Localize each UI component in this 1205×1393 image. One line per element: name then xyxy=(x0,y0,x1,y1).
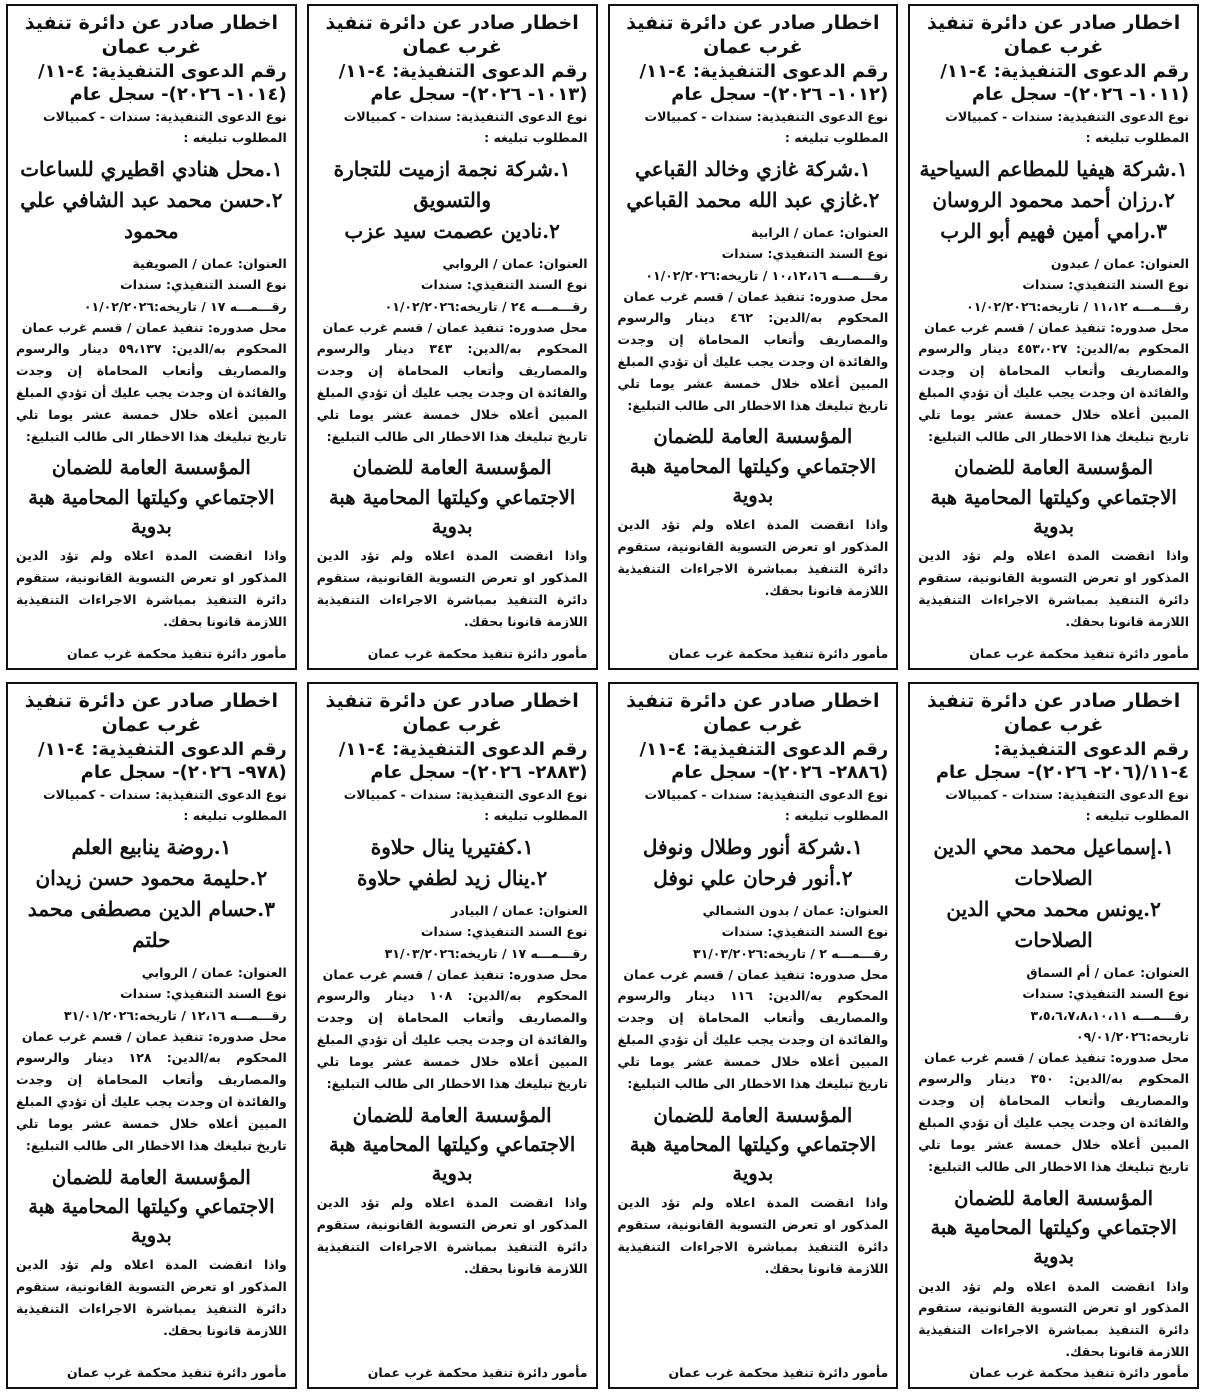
officer-signature: مأمور دائرة تنفيذ محكمة غرب عمان xyxy=(668,1365,889,1380)
issued-place: محل صدوره: تنفيذ عمان / قسم غرب عمان xyxy=(21,1028,287,1044)
bond-type: نوع السند التنفيذي: سندات xyxy=(721,246,889,262)
judgment-text: المحكوم به/الدين: ٥٩،١٣٧ دينار والرسوم والمصاريف وأتعاب المحاماة إن وجدت والفائدة ان وجدت يجب عليك أن تؤدي المبلغ المبين أعلاه خلال خمسة عشر يوما تلي تاريخ تبليغك هذا الاخطار الى طالب التبليغ: xyxy=(16,341,287,444)
address: العنوان: عمان / البيادر xyxy=(451,903,588,919)
parties-list xyxy=(918,832,1189,956)
bond-number-date: رقـــمـــه ١٧ / تاريخه:٠١/٠٢/٢٠٢٦ xyxy=(83,298,287,314)
notice-6 xyxy=(608,682,899,1389)
party-name: ١.شركة غازي وخالد القباعي xyxy=(635,157,871,182)
parties-list xyxy=(918,154,1189,247)
notify-label: المطلوب تبليغه : xyxy=(784,807,889,823)
parties-list xyxy=(317,154,588,247)
issued-place: محل صدوره: تنفيذ عمان / قسم غرب عمان xyxy=(322,966,588,982)
notify-label: المطلوب تبليغه : xyxy=(183,807,287,823)
notify-label: المطلوب تبليغه : xyxy=(1085,129,1189,145)
requesting-organization: المؤسسة العامة للضمان الاجتماعي وكيلتها المحامية هبة بدوية xyxy=(28,1165,275,1247)
officer-signature: مأمور دائرة تنفيذ محكمة غرب عمان xyxy=(367,1365,588,1380)
bond-type: نوع السند التنفيذي: سندات xyxy=(420,277,588,293)
party-name: ٢.حسن محمد عبد الشافي علي محمود xyxy=(20,188,283,244)
parties-list xyxy=(317,832,588,894)
closing-text: واذا انقضت المدة اعلاه ولم تؤد الدين المذكور او تعرض التسوية القانونية، ستقوم دائرة التنفيذ بمباشرة الاجراءات التنفيذية اللازمة قانونا بحقك. xyxy=(617,517,889,598)
address: العنوان: عمان / الروابي xyxy=(141,965,287,981)
bond-number-date: رقـــمـــه ٣،٥،٦،٧،٨،١٠،١١ تاريخه:٠٩/٠١/٢٠٢٦ xyxy=(1030,1007,1189,1044)
bond-number-date: رقـــمـــه ١٧ / تاريخه:٣١/٠٣/٢٠٢٦ xyxy=(384,945,588,961)
officer-signature: مأمور دائرة تنفيذ محكمة غرب عمان xyxy=(969,1365,1189,1380)
party-name: ٢.حليمة محمود حسن زيدان xyxy=(35,866,268,891)
case-type: نوع الدعوى التنفيذية: سندات - كمبيالات xyxy=(43,108,287,124)
notice-header: اخطار صادر عن دائرة تنفيذ غرب عمان xyxy=(325,690,579,736)
notice-header: اخطار صادر عن دائرة تنفيذ غرب عمان xyxy=(24,690,278,736)
notice-header: اخطار صادر عن دائرة تنفيذ غرب عمان xyxy=(626,690,880,736)
notify-label: المطلوب تبليغه : xyxy=(784,129,889,145)
party-name: ١.شركة نجمة ازميت للتجارة والتسويق xyxy=(333,157,571,213)
notice-header: اخطار صادر عن دائرة تنفيذ غرب عمان xyxy=(927,690,1181,736)
closing-text: واذا انقضت المدة اعلاه ولم تؤد الدين المذكور او تعرض التسوية القانونية، ستقوم دائرة التنفيذ بمباشرة الاجراءات التنفيذية اللازمة قانونا بحقك. xyxy=(316,548,588,629)
closing-text: واذا انقضت المدة اعلاه ولم تؤد الدين المذكور او تعرض التسوية القانونية، ستقوم دائرة التنفيذ بمباشرة الاجراءات التنفيذية اللازمة قانونا بحقك. xyxy=(16,548,287,629)
officer-signature: مأمور دائرة تنفيذ محكمة غرب عمان xyxy=(668,646,889,662)
case-number: رقم الدعوى التنفيذية: ٤-١١/(٢٠٦- ٢٠٢٦)- سجل عام xyxy=(935,738,1189,783)
notice-header: اخطار صادر عن دائرة تنفيذ غرب عمان xyxy=(24,12,278,58)
requesting-organization: المؤسسة العامة للضمان الاجتماعي وكيلتها المحامية هبة بدوية xyxy=(629,1103,877,1185)
notice-8 xyxy=(6,682,297,1389)
party-name: ١.محل هنادي اقطيري للساعات xyxy=(20,157,283,182)
closing-text: واذا انقضت المدة اعلاه ولم تؤد الدين المذكور او تعرض التسوية القانونية، ستقوم دائرة التنفيذ بمباشرة الاجراءات التنفيذية اللازمة قانونا بحقك. xyxy=(316,1195,588,1276)
bond-number-date: رقـــمـــه ١٠،١٢،١٦ / تاريخه:٠١/٠٢/٢٠٢٦ xyxy=(645,267,889,283)
officer-signature: مأمور دائرة تنفيذ محكمة غرب عمان xyxy=(66,646,287,662)
notice-1 xyxy=(908,4,1199,670)
case-type: نوع الدعوى التنفيذية: سندات - كمبيالات xyxy=(343,786,588,802)
case-type: نوع الدعوى التنفيذية: سندات - كمبيالات xyxy=(343,108,588,124)
case-type: نوع الدعوى التنفيذية: سندات - كمبيالات xyxy=(644,108,889,124)
parties-list xyxy=(618,154,889,216)
notice-header: اخطار صادر عن دائرة تنفيذ غرب عمان xyxy=(626,12,880,58)
party-name: ١.روضة ينابيع العلم xyxy=(71,835,232,860)
officer-signature: مأمور دائرة تنفيذ محكمة غرب عمان xyxy=(66,1365,287,1380)
party-name: ٣.رامي أمين فهيم أبو الرب xyxy=(940,219,1168,244)
bond-type: نوع السند التنفيذي: سندات xyxy=(721,924,889,940)
case-number: رقم الدعوى التنفيذية: ٤-١١/ (١٠١٢- ٢٠٢٦)- سجل عام xyxy=(639,60,889,105)
case-number: رقم الدعوى التنفيذية: ٤-١١/ (١٠١١- ٢٠٢٦)- سجل عام xyxy=(940,60,1189,105)
party-name: ٢.يونس محمد محي الدين الصلاحات xyxy=(946,897,1161,953)
requesting-organization: المؤسسة العامة للضمان الاجتماعي وكيلتها المحامية هبة بدوية xyxy=(328,1103,576,1185)
issued-place: محل صدوره: تنفيذ عمان / قسم غرب عمان xyxy=(924,1050,1189,1066)
party-name: ١.شركة أنور وطلال ونوفل xyxy=(642,835,863,860)
bond-type: نوع السند التنفيذي: سندات xyxy=(1022,986,1189,1002)
judgment-text: المحكوم به/الدين: ٤٦٢ دينار والرسوم والمصاريف وأتعاب المحاماة إن وجدت والفائدة ان وجدت يجب عليك أن تؤدي المبلغ المبين أعلاه خلال خمسة عشر يوما تلي تاريخ تبليغك هذا الاخطار الى طالب التبليغ: xyxy=(617,310,889,413)
party-name: ١.شركة هيفيا للمطاعم السياحية xyxy=(919,157,1188,182)
judgment-text: المحكوم به/الدين: ١١٦ دينار والرسوم والمصاريف وأتعاب المحاماة إن وجدت والفائدة ان وجدت يجب عليك أن تؤدي المبلغ المبين أعلاه خلال خمسة عشر يوما تلي تاريخ تبليغك هذا الاخطار الى طالب التبليغ: xyxy=(617,988,889,1091)
requesting-organization: المؤسسة العامة للضمان الاجتماعي وكيلتها المحامية هبة بدوية xyxy=(930,1186,1177,1269)
notice-header: اخطار صادر عن دائرة تنفيذ غرب عمان xyxy=(927,12,1181,58)
requesting-organization: المؤسسة العامة للضمان الاجتماعي وكيلتها المحامية هبة بدوية xyxy=(629,425,877,507)
address: العنوان: عمان / الصويفية xyxy=(132,256,287,272)
party-name: ٢.نادين عصمت سيد عزب xyxy=(344,219,560,244)
case-number: رقم الدعوى التنفيذية: ٤-١١/ (٩٧٨- ٢٠٢٦)- سجل عام xyxy=(38,738,287,783)
parties-list xyxy=(16,154,287,247)
judgment-text: المحكوم به/الدين: ٣٥٠ دينار والرسوم والمصاريف وأتعاب المحاماة إن وجدت والفائدة ان وجدت يجب عليك أن تؤدي المبلغ المبين أعلاه خلال خمسة عشر يوما تلي تاريخ تبليغك هذا الاخطار الى طالب التبليغ: xyxy=(918,1071,1189,1174)
case-type: نوع الدعوى التنفيذية: سندات - كمبيالات xyxy=(644,786,889,802)
closing-text: واذا انقضت المدة اعلاه ولم تؤد الدين المذكور او تعرض التسوية القانونية، ستقوم دائرة التنفيذ بمباشرة الاجراءات التنفيذية اللازمة قانونا بحقك. xyxy=(918,1278,1189,1360)
case-type: نوع الدعوى التنفيذية: سندات - كمبيالات xyxy=(945,786,1189,802)
party-name: ١.إسماعيل محمد محي الدين الصلاحات xyxy=(933,835,1174,891)
closing-text: واذا انقضت المدة اعلاه ولم تؤد الدين المذكور او تعرض التسوية القانونية، ستقوم دائرة التنفيذ بمباشرة الاجراءات التنفيذية اللازمة قانونا بحقك. xyxy=(16,1257,287,1338)
case-number: رقم الدعوى التنفيذية: ٤-١١/ (٢٨٨٦- ٢٠٢٦)- سجل عام xyxy=(639,738,889,783)
judgment-text: المحكوم به/الدين: ١٠٨ دينار والرسوم والمصاريف وأتعاب المحاماة إن وجدت والفائدة ان وجدت يجب عليك أن تؤدي المبلغ المبين أعلاه خلال خمسة عشر يوما تلي تاريخ تبليغك هذا الاخطار الى طالب التبليغ: xyxy=(316,988,588,1091)
address: العنوان: عمان / بدون الشمالي xyxy=(702,903,889,919)
address: العنوان: عمان / أم السماق xyxy=(1026,965,1189,981)
address: العنوان: عمان / الروابي xyxy=(442,256,588,272)
bond-type: نوع السند التنفيذي: سندات xyxy=(120,277,287,293)
party-name: ٣.حسام الدين مصطفى محمد حلتم xyxy=(27,897,275,953)
address: العنوان: عمان / عبدون xyxy=(1050,256,1189,272)
officer-signature: مأمور دائرة تنفيذ محكمة غرب عمان xyxy=(969,646,1189,662)
notify-label: المطلوب تبليغه : xyxy=(484,129,588,145)
requesting-organization: المؤسسة العامة للضمان الاجتماعي وكيلتها المحامية هبة بدوية xyxy=(328,456,576,538)
case-number: رقم الدعوى التنفيذية: ٤-١١/ (٢٨٨٣- ٢٠٢٦)- سجل عام xyxy=(338,738,588,783)
notice-5 xyxy=(908,682,1199,1389)
party-name: ١.كفتيريا ينال حلاوة xyxy=(370,835,534,860)
notice-2 xyxy=(608,4,899,670)
notice-3 xyxy=(307,4,598,670)
requesting-organization: المؤسسة العامة للضمان الاجتماعي وكيلتها المحامية هبة بدوية xyxy=(930,456,1177,538)
case-number: رقم الدعوى التنفيذية: ٤-١١/ (١٠١٣- ٢٠٢٦)- سجل عام xyxy=(338,60,588,105)
notices-grid xyxy=(6,4,1199,1389)
judgment-text: المحكوم به/الدين: ١٢٨ دينار والرسوم والمصاريف وأتعاب المحاماة إن وجدت والفائدة ان وجدت يجب عليك أن تؤدي المبلغ المبين أعلاه خلال خمسة عشر يوما تلي تاريخ تبليغك هذا الاخطار الى طالب التبليغ: xyxy=(16,1050,287,1153)
issued-place: محل صدوره: تنفيذ عمان / قسم غرب عمان xyxy=(21,319,287,335)
party-name: ٢.رزان أحمد محمود الروسان xyxy=(932,188,1175,213)
closing-text: واذا انقضت المدة اعلاه ولم تؤد الدين المذكور او تعرض التسوية القانونية، ستقوم دائرة التنفيذ بمباشرة الاجراءات التنفيذية اللازمة قانونا بحقك. xyxy=(918,548,1189,629)
bond-number-date: رقـــمـــه ٢ / تاريخه:٣١/٠٣/٢٠٢٦ xyxy=(692,945,889,961)
bond-type: نوع السند التنفيذي: سندات xyxy=(120,986,287,1002)
case-number: رقم الدعوى التنفيذية: ٤-١١/ (١٠١٤- ٢٠٢٦)- سجل عام xyxy=(38,60,287,105)
bond-type: نوع السند التنفيذي: سندات xyxy=(1022,277,1189,293)
notice-4 xyxy=(6,4,297,670)
notify-label: المطلوب تبليغه : xyxy=(484,807,588,823)
notify-label: المطلوب تبليغه : xyxy=(183,129,287,145)
bond-number-date: رقـــمـــه ٢٤ / تاريخه:٠١/٠٢/٢٠٢٦ xyxy=(384,298,588,314)
issued-place: محل صدوره: تنفيذ عمان / قسم غرب عمان xyxy=(322,319,588,335)
requesting-organization: المؤسسة العامة للضمان الاجتماعي وكيلتها المحامية هبة بدوية xyxy=(28,456,275,538)
judgment-text: المحكوم به/الدين: ٣٤٣ دينار والرسوم والمصاريف وأتعاب المحاماة إن وجدت والفائدة ان وجدت يجب عليك أن تؤدي المبلغ المبين أعلاه خلال خمسة عشر يوما تلي تاريخ تبليغك هذا الاخطار الى طالب التبليغ: xyxy=(316,341,588,444)
parties-list xyxy=(16,832,287,956)
issued-place: محل صدوره: تنفيذ عمان / قسم غرب عمان xyxy=(924,319,1189,335)
judgment-text: المحكوم به/الدين: ٤٥٣،٠٢٧ دينار والرسوم والمصاريف وأتعاب المحاماة إن وجدت والفائدة ان وجدت يجب عليك أن تؤدي المبلغ المبين أعلاه خلال خمسة عشر يوما تلي تاريخ تبليغك هذا الاخطار الى طالب التبليغ: xyxy=(918,341,1189,444)
bond-number-date: رقـــمـــه ١١،١٢ / تاريخه:٠١/٠٢/٢٠٢٦ xyxy=(966,298,1189,314)
address: العنوان: عمان / الرابية xyxy=(751,225,889,241)
notify-label: المطلوب تبليغه : xyxy=(1085,807,1189,823)
officer-signature: مأمور دائرة تنفيذ محكمة غرب عمان xyxy=(367,646,588,662)
issued-place: محل صدوره: تنفيذ عمان / قسم غرب عمان xyxy=(623,966,889,982)
notice-header: اخطار صادر عن دائرة تنفيذ غرب عمان xyxy=(325,12,579,58)
notice-7 xyxy=(307,682,598,1389)
parties-list xyxy=(618,832,889,894)
party-name: ٢.أنور فرحان علي نوفل xyxy=(653,866,853,891)
case-type: نوع الدعوى التنفيذية: سندات - كمبيالات xyxy=(43,786,287,802)
party-name: ٢.ينال زيد لطفي حلاوة xyxy=(356,866,548,891)
bond-number-date: رقـــمـــه ١٢،١٦ / تاريخه:٣١/٠١/٢٠٢٦ xyxy=(63,1007,287,1023)
issued-place: محل صدوره: تنفيذ عمان / قسم غرب عمان xyxy=(623,288,889,304)
closing-text: واذا انقضت المدة اعلاه ولم تؤد الدين المذكور او تعرض التسوية القانونية، ستقوم دائرة التنفيذ بمباشرة الاجراءات التنفيذية اللازمة قانونا بحقك. xyxy=(617,1195,889,1276)
bond-type: نوع السند التنفيذي: سندات xyxy=(420,924,588,940)
party-name: ٢.غازي عبد الله محمد القباعي xyxy=(626,188,880,213)
case-type: نوع الدعوى التنفيذية: سندات - كمبيالات xyxy=(945,108,1189,124)
